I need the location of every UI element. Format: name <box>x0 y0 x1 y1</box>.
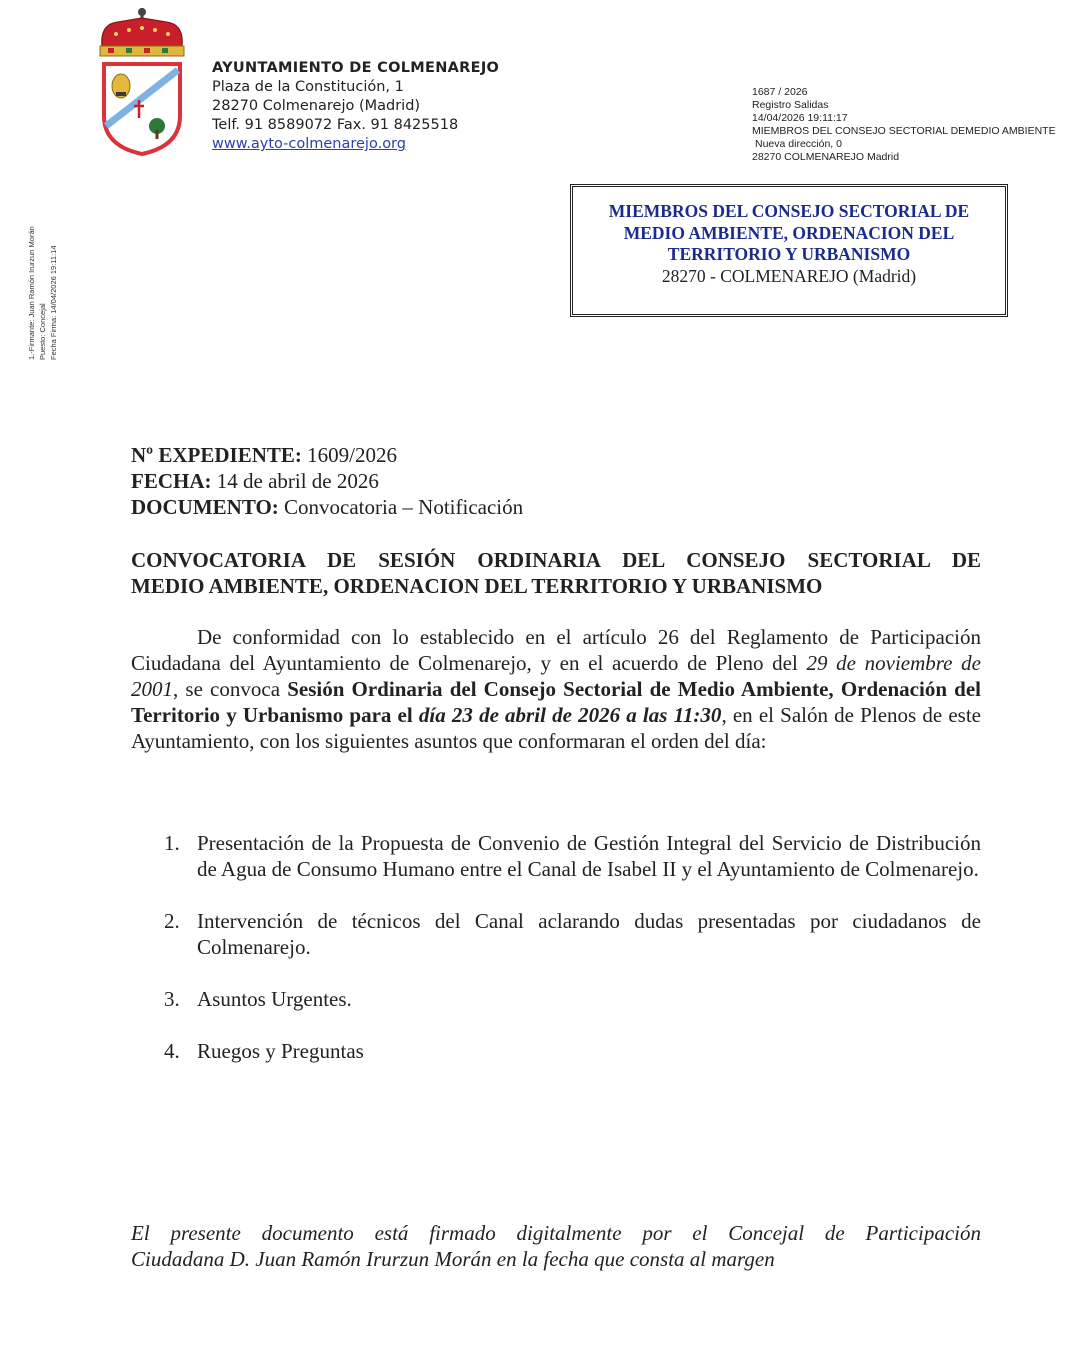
body-session-bold: Sesión Ordinaria del Consejo Sectorial de Medio Ambiente, Ordenación del Territorio y Urbanismo para el <box>131 677 981 727</box>
list-item-number: 3. <box>164 987 180 1011</box>
fecha-value: 14 de abril de 2026 <box>216 469 379 493</box>
list-item-text: Ruegos y Preguntas <box>197 1039 364 1063</box>
list-item <box>131 986 981 1012</box>
meta-fecha <box>131 468 523 494</box>
digital-signature-note <box>131 1220 981 1272</box>
addressee-line-2: MEDIO AMBIENTE, ORDENACION DEL <box>623 222 955 243</box>
documento-value: Convocatoria – Notificación <box>284 495 524 519</box>
agenda-list <box>131 830 981 1090</box>
registry-recipient: MIEMBROS DEL CONSEJO SECTORIAL DEMEDIO AMBIENTE <box>752 125 1056 137</box>
organization-city: 28270 Colmenarejo (Madrid) <box>212 98 421 114</box>
title-line-2: MEDIO AMBIENTE, ORDENACION DEL TERRITORIO Y URBANISMO <box>131 574 823 598</box>
organization-name: AYUNTAMIENTO DE COLMENAREJO <box>212 60 500 76</box>
body-paragraph <box>131 624 981 754</box>
addressee-box <box>570 184 1008 317</box>
registry-address: Nueva dirección, 0 <box>755 138 842 150</box>
list-item-text: Intervención de técnicos del Canal aclarando dudas presentadas por ciudadanos de Colmenarejo. <box>197 909 981 959</box>
signature-date: Fecha Firma: 14/04/2026 19:11:14 <box>49 245 58 360</box>
meta-expediente <box>131 442 523 468</box>
organization-phone: Telf. 91 8589072 Fax. 91 8425518 <box>212 117 459 133</box>
body-text-1: De conformidad con lo establecido en el artículo 26 del Reglamento de Participación Ciudadana del Ayuntamiento de Colmenarejo, y en el acuerdo de Pleno del <box>131 625 981 675</box>
fecha-label: FECHA: <box>131 469 212 493</box>
documento-label: DOCUMENTO: <box>131 495 279 519</box>
expediente-value: 1609/2026 <box>307 443 397 467</box>
addressee-city: 28270 - COLMENAREJO (Madrid) <box>661 265 917 286</box>
expediente-label: Nº EXPEDIENTE: <box>131 443 302 467</box>
crown-icon <box>100 8 184 56</box>
body-text-3: , en el Salón de Plenos de este Ayuntamiento, con los siguientes asuntos que conformaran el orden del día: <box>131 703 981 753</box>
signature-signer: 1.-Firmante: Juan Ramón Irurzun Morán <box>27 226 36 360</box>
body-pleno-date: 29 de noviembre de 2001 <box>131 651 982 701</box>
footer-line-2: Ciudadana D. Juan Ramón Irurzun Morán en la fecha que consta al margen <box>131 1247 775 1271</box>
footer-line-1: El presente documento está firmado digitalmente por el Concejal de Participación <box>131 1221 981 1245</box>
list-item-text: Asuntos Urgentes. <box>197 987 352 1011</box>
registry-city: 28270 COLMENAREJO Madrid <box>752 151 900 163</box>
coat-of-arms-logo <box>96 6 188 158</box>
shield-icon <box>104 64 180 154</box>
list-item <box>131 830 981 882</box>
organization-website-link[interactable]: www.ayto-colmenarejo.org <box>212 136 406 152</box>
addressee-line-3: TERRITORIO Y URBANISMO <box>667 244 911 264</box>
list-item-text: Presentación de la Propuesta de Convenio de Gestión Integral del Servicio de Distribución de Agua de Consumo Humano entre el Canal de Isabel II y el Ayuntamiento de Colmenarejo. <box>197 831 981 881</box>
body-session-date: día 23 de abril de 2026 a las 11:30 <box>418 703 722 727</box>
signature-position: Puesto: Concejal <box>38 303 47 360</box>
body-text-2: , se convoca <box>173 677 288 701</box>
title-line-1: CONVOCATORIA DE SESIÓN ORDINARIA DEL CONSEJO SECTORIAL DE <box>131 548 981 572</box>
list-item <box>131 1038 981 1064</box>
meta-documento <box>131 494 523 520</box>
list-item-number: 2. <box>164 909 180 933</box>
list-item-number: 1. <box>164 831 180 855</box>
registry-stamp <box>752 86 1056 164</box>
page-title <box>131 547 981 599</box>
addressee-line-1: MIEMBROS DEL CONSEJO SECTORIAL DE <box>608 201 970 221</box>
list-item <box>131 908 981 960</box>
registry-datetime: 14/04/2026 19:11:17 <box>752 112 848 124</box>
organization-header <box>212 59 499 154</box>
signature-margin <box>26 226 59 360</box>
registry-type: Registro Salidas <box>752 99 829 111</box>
list-item-number: 4. <box>164 1039 180 1063</box>
organization-address: Plaza de la Constitución, 1 <box>212 79 404 95</box>
registry-number: 1687 / 2026 <box>752 86 808 98</box>
document-meta <box>131 442 523 520</box>
